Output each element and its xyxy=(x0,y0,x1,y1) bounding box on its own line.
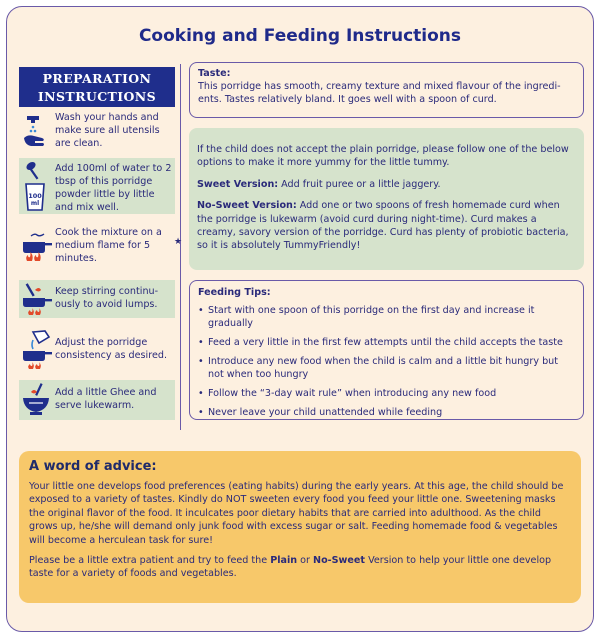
prep-step-5 xyxy=(19,328,175,372)
prep-step-4-text: Keep stirring continu-ously to avoid lumps. xyxy=(55,286,159,310)
measuring-cup-spoon-icon xyxy=(21,160,51,216)
no-sweet-version xyxy=(197,199,576,253)
prep-step-1 xyxy=(19,110,175,154)
pouring-water-icon xyxy=(21,330,53,374)
versions-box xyxy=(189,128,584,270)
prep-step-3 xyxy=(19,224,175,270)
taste-text: This porridge has smooth, creamy texture and mixed flavour of the ingredi-ents. Tastes relatively bland. It goes well with a spoon of curd. xyxy=(198,81,561,105)
advice-plain: Plain xyxy=(270,554,298,566)
advice-no-sweet: No-Sweet xyxy=(313,554,366,566)
preparation-header-line1: PREPARATION xyxy=(42,71,152,86)
prep-step-1-text: Wash your hands and make sure all utensils are clean. xyxy=(55,112,160,149)
advice-paragraph-2 xyxy=(29,554,571,581)
preparation-header xyxy=(19,67,175,107)
sweet-version-label: Sweet Version: xyxy=(197,178,279,190)
advice-paragraph-1: Your little one develops food preferences (eating habits) during the early years. At this age, the child should be exposed to a variety of tastes. Kindly do NOT sweeten every food you feed your little one. Sweetening masks the original flavor of the food. It inculcates poor dietary habits that are carried into adulthood. As the child grows up, he/she will demand only junk food with excess sugar or salt. Feeding homemade food & vegetables will become a herculean task for sure! xyxy=(29,480,564,546)
advice-p2-a: Please be a little extra patient and try to feed the xyxy=(29,554,271,566)
hand-washing-icon xyxy=(21,112,51,154)
no-sweet-version-text: Add one or two spoons of fresh homemade curd when the porridge is lukewarm (avoid curd during night-time). Curd makes a creamy, savory version of the porridge. Curd has plenty of probiotic bacteria, so it is absolutely TummyFriendly! xyxy=(197,200,569,252)
taste-box xyxy=(189,62,584,118)
svg-text:100: 100 xyxy=(28,192,42,200)
star-icon: ★ xyxy=(174,237,183,247)
pan-on-flame-icon xyxy=(21,228,53,268)
svg-text:ml: ml xyxy=(30,200,40,207)
feeding-tips-label: Feeding Tips: xyxy=(198,287,271,298)
feeding-tip-4: • Follow the “3-day wait rule” when introducing any new food xyxy=(198,387,575,400)
prep-step-3-text: Cook the mixture on a medium flame for 5 minutes. xyxy=(55,227,162,264)
prep-step-5-text: Adjust the porridge consistency as desired. xyxy=(55,337,167,361)
stirring-pan-icon xyxy=(21,282,53,320)
prep-step-2 xyxy=(19,158,175,214)
ghee-bowl-icon xyxy=(21,382,53,422)
feeding-tip-5: • Never leave your child unattended while feeding xyxy=(198,406,575,419)
versions-intro: If the child does not accept the plain porridge, please follow one of the below options to make it more yummy for the little tummy. xyxy=(197,144,569,169)
prep-step-2-text: Add 100ml of water to 2 tbsp of this porridge powder little by little and mix well. xyxy=(55,163,172,213)
page-title: Cooking and Feeding Instructions xyxy=(138,26,462,46)
sweet-version xyxy=(197,178,576,191)
advice-p2-c: Version to help your little one develop taste for a variety of foods and vegetables. xyxy=(29,554,552,580)
feeding-tips-box xyxy=(189,280,584,420)
prep-step-6-text: Add a little Ghee and serve lukewarm. xyxy=(55,387,157,411)
prep-step-4 xyxy=(19,280,175,318)
prep-step-6 xyxy=(19,380,175,420)
taste-label: Taste: xyxy=(198,68,231,79)
advice-label: A word of advice: xyxy=(29,459,157,474)
feeding-tip-1: • Start with one spoon of this porridge on the first day and increase it gradually xyxy=(198,304,575,330)
advice-p2-b: or xyxy=(297,554,314,566)
feeding-tip-2: • Feed a very little in the first few attempts until the child accepts the taste xyxy=(198,336,575,349)
preparation-header-line2: INSTRUCTIONS xyxy=(37,89,157,104)
feeding-tip-3: • Introduce any new food when the child is calm and a little bit hungry but not when too hungry xyxy=(198,355,575,381)
sweet-version-text: Add fruit puree or a little jaggery. xyxy=(278,178,441,190)
column-divider xyxy=(180,64,181,430)
advice-box xyxy=(19,451,581,603)
feeding-tips-list xyxy=(198,304,575,419)
no-sweet-version-label: No-Sweet Version: xyxy=(197,200,297,212)
